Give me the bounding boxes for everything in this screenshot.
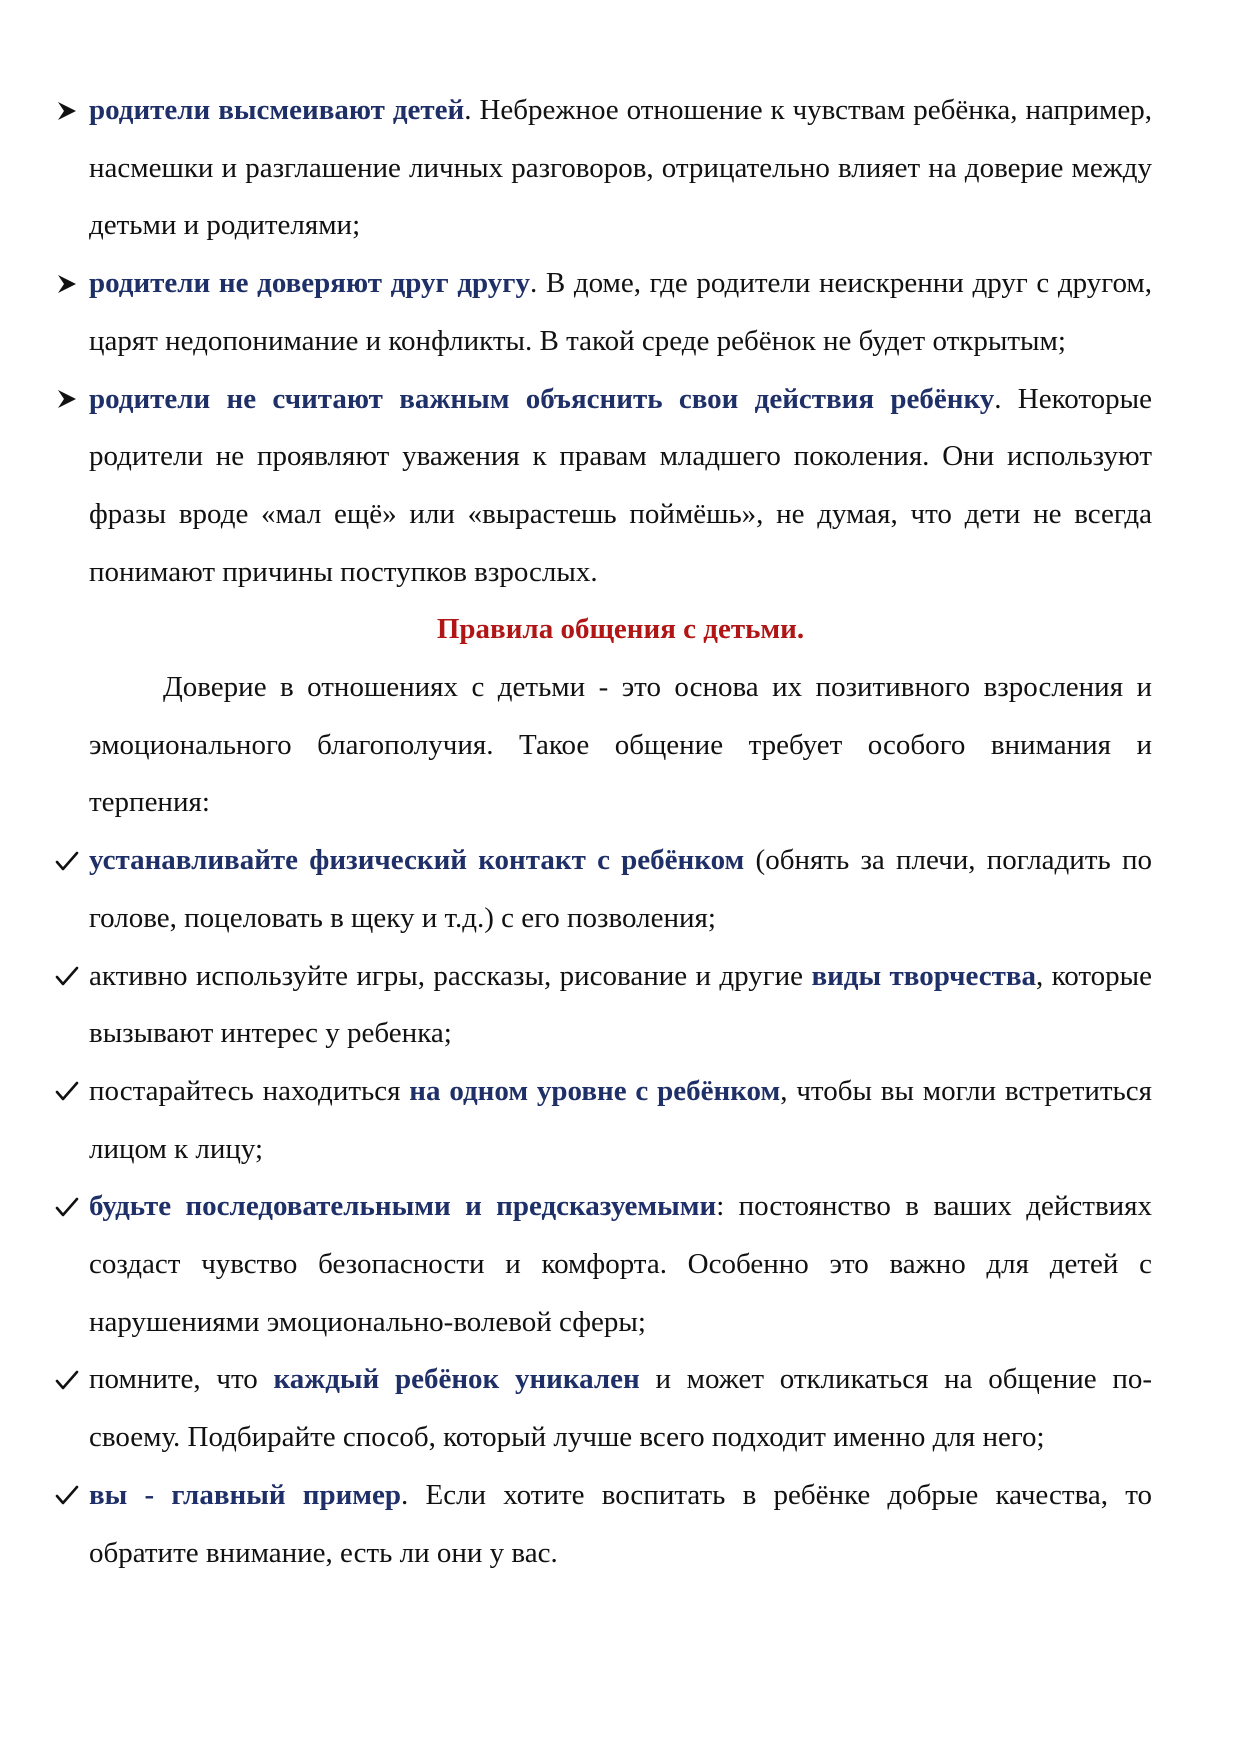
rule-text-post: и может откликаться на общение по-своему. Подбирайте способ, который лучше всего подходит именно для него; bbox=[89, 1363, 1152, 1454]
rule-bold: каждый ребёнок уникален bbox=[273, 1363, 640, 1396]
list-item-bold: родители не считают важным объяснить свои действия ребёнку bbox=[89, 382, 995, 415]
rule-bold: будьте последовательными и предсказуемыми bbox=[89, 1190, 717, 1223]
checkmark-icon bbox=[52, 1063, 82, 1120]
arrow-bullet-icon bbox=[52, 255, 82, 312]
rule-item bbox=[89, 1178, 1152, 1351]
section-heading: Правила общения с детьми. bbox=[436, 613, 805, 646]
rule-bold: вы - главный пример bbox=[89, 1478, 402, 1511]
checkmark-icon bbox=[52, 1178, 82, 1235]
rule-item bbox=[89, 948, 1152, 1063]
arrow-bullet-icon bbox=[52, 82, 82, 139]
rule-text-post: , которые вызывают интерес у ребенка; bbox=[89, 959, 1152, 1050]
list-item-text: . Некоторые родители не проявляют уважения к правам младшего поколения. Они используют фразы вроде «мал ещё» или «вырастешь поймёшь», не думая, что дети не всегда понимают причины поступков взрослых. bbox=[89, 382, 1152, 588]
rule-bold: устанавливайте физический контакт с ребёнком bbox=[89, 844, 745, 877]
rule-text-post: . Если хотите воспитать в ребёнке добрые качества, то обратите внимание, есть ли они у вас. bbox=[89, 1478, 1152, 1569]
list-item-text: . В доме, где родители неискренни друг с другом, царят недопонимание и конфликты. В такой среде ребёнок не будет открытым; bbox=[89, 267, 1153, 357]
rule-item bbox=[89, 832, 1152, 947]
checkmark-icon bbox=[52, 948, 82, 1005]
rule-bold: на одном уровне с ребёнком bbox=[409, 1074, 781, 1107]
page-content bbox=[89, 82, 1152, 1582]
rule-text-post: : постоянство в ваших действиях создаст чувство безопасности и комфорта. Особенно это важно для детей с нарушениями эмоционально-волевой сферы; bbox=[89, 1190, 1152, 1338]
rule-text-pre: активно используйте игры, рассказы, рисование и другие bbox=[89, 959, 812, 992]
rule-text-post: (обнять за плечи, погладить по голове, поцеловать в щеку и т.д.) с его позволения; bbox=[89, 844, 1152, 934]
list-item-text: . Небрежное отношение к чувствам ребёнка, например, насмешки и разглашение личных разговоров, отрицательно влияет на доверие между детьми и родителями; bbox=[89, 94, 1152, 242]
checkmark-icon bbox=[52, 1351, 82, 1408]
rule-text-post: , чтобы вы могли встретиться лицом к лицу; bbox=[89, 1074, 1152, 1165]
list-item bbox=[89, 82, 1152, 255]
list-item-bold: родители не доверяют друг другу bbox=[89, 267, 530, 300]
rule-item bbox=[89, 1063, 1152, 1178]
checkmark-icon bbox=[52, 1467, 82, 1524]
rule-text-pre: постарайтесь находиться bbox=[89, 1074, 410, 1107]
list-item-bold: родители высмеивают детей bbox=[89, 94, 465, 126]
arrow-bullet-icon bbox=[52, 371, 82, 428]
rule-text-pre: помните, что bbox=[89, 1363, 274, 1396]
rule-item bbox=[89, 1467, 1152, 1582]
rule-item bbox=[89, 1351, 1152, 1466]
list-item bbox=[89, 255, 1152, 370]
rule-bold: виды творчества bbox=[811, 959, 1036, 992]
intro-paragraph: Доверие в отношениях с детьми - это основа их позитивного взросления и эмоционального благополучия. Такое общение требует особого внимания и терпения: bbox=[89, 671, 1152, 819]
list-item bbox=[89, 371, 1152, 602]
checkmark-icon bbox=[52, 832, 82, 889]
